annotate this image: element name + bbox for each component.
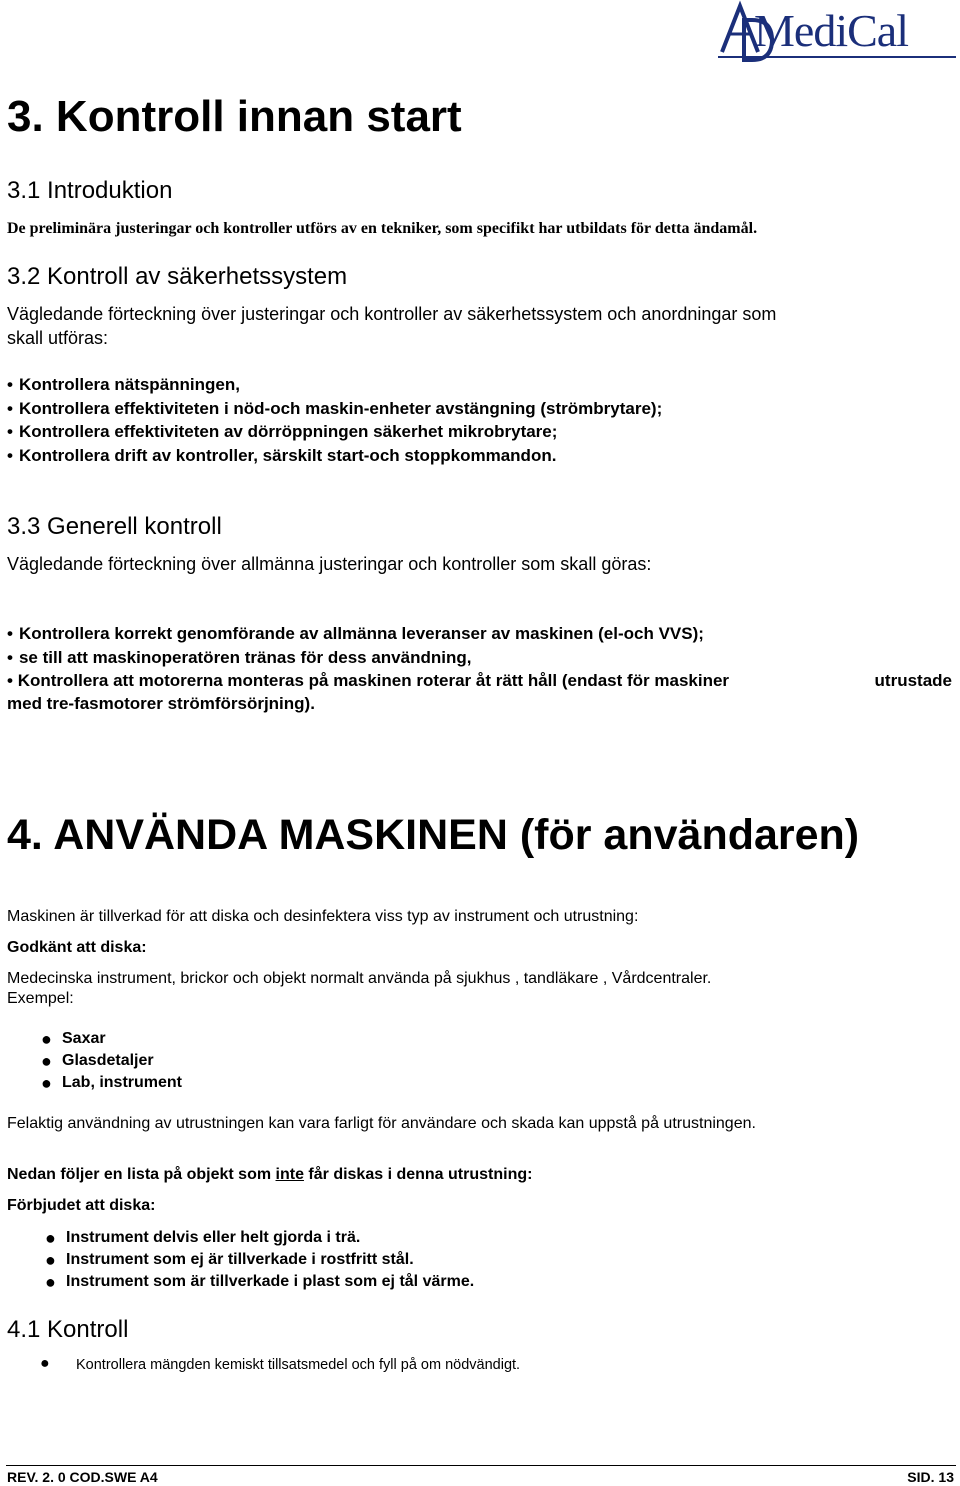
list-item [41,1072,183,1094]
forbidden-heading: Förbjudet att diska: [7,1197,156,1214]
list-item: • Kontrollera drift av kontroller, särskilt start-och stoppkommandon. [7,444,662,468]
bullet-icon: ● [45,1228,56,1248]
list-item: • Kontrollera nätspänningen, [7,373,662,397]
list-item-text: Instrument delvis eller helt gjorda i trä. [66,1229,361,1246]
footer-divider [6,1465,956,1466]
section-3-2-intro-line-2: skall utföras: [7,328,109,348]
section-4-intro: Maskinen är tillverkad för att diska och desinfektera viss typ av instrument och utrustning: [7,908,639,925]
section-3-title: 3. Kontroll innan start [7,92,462,141]
list-item-text: Instrument som är tillverkade i plast som ej tål värme. [66,1273,475,1290]
bullet-icon: ● [41,1073,52,1093]
list-item: • Kontrollera effektiviteten i nöd-och maskin-enheter avstängning (strömbrytare); [7,397,662,421]
list-item [45,1271,475,1293]
list-item-line-1: Kontrollera att motorerna monteras på maskinen roterar åt rätt håll (endast för maskiner [17,671,730,690]
section-3-3-title: 3.3 Generell kontroll [7,513,222,540]
section-4-title: 4. ANVÄNDA MASKINEN (för användaren) [7,811,860,859]
logo-text: MediCal [754,5,908,56]
list-item-text: Kontrollera mängden kemiskt tillsatsmedel och fyll på om nödvändigt. [76,1357,521,1373]
bullet-icon: ● [40,1355,50,1372]
list-item-line-1-end: utrustade [874,671,952,690]
list-item [41,1028,182,1050]
list-item-text: Instrument som ej är tillverkade i rostfritt stål. [66,1251,414,1268]
section-3-3-item-3-line-2: med tre-fasmotorer strömförsörjning). [7,694,315,713]
notlist-heading [7,1165,532,1185]
section-3-2-intro-line-1: Vägledande förteckning över justeringar och kontroller av säkerhetssystem och anordningar som [7,304,777,324]
footer-page-number: SID. 13 [907,1469,954,1485]
logo-underline [718,56,956,58]
section-3-1-title: 3.1 Introduktion [7,177,173,204]
section-4-1-title: 4.1 Kontroll [7,1316,129,1343]
notlist-underline: inte [275,1166,304,1183]
approved-heading: Godkänt att diska: [7,939,147,956]
section-4-1-item [40,1355,521,1374]
notlist-pre: Nedan följer en lista på objekt som [7,1166,276,1183]
approved-text: Medecinska instrument, brickor och objekt normalt använda på sjukhus , tandläkare , Vårdcentraler. [7,970,712,987]
bullet-icon: ● [41,1051,52,1071]
bullet-icon: ● [45,1272,56,1292]
section-3-2-list [7,373,662,467]
example-label: Exempel: [7,990,74,1007]
examples-list [41,1028,183,1094]
section-3-1-text: De preliminära justeringar och kontroller utförs av en tekniker, som specifikt har utbildats för detta ändamål. [7,220,758,237]
list-item [45,1249,474,1271]
forbidden-list [45,1227,475,1293]
list-item: • Kontrollera korrekt genomförande av allmänna leveranser av maskinen (el-och VVS); [7,622,704,646]
list-item: • se till att maskinoperatören tränas för dess användning, [7,646,704,670]
section-3-3-item-3: • Kontrollera att motorerna monteras på maskinen roterar åt rätt håll (endast för maskiner utrustade [7,669,952,693]
notlist-post: får diskas i denna utrustning: [303,1166,533,1183]
footer-revision: REV. 2. 0 COD.SWE A4 [7,1469,158,1485]
warning-text: Felaktig användning av utrustningen kan vara farligt för användare och skada kan uppstå på utrustningen. [7,1115,756,1132]
list-item-text: Lab, instrument [62,1074,183,1091]
list-item-text: Glasdetaljer [62,1052,154,1069]
section-3-3-intro: Vägledande förteckning över allmänna justeringar och kontroller som skall göras: [7,554,652,574]
bullet-icon: ● [41,1029,52,1049]
medical-logo [718,0,958,64]
list-item [45,1227,474,1249]
list-item: • Kontrollera effektiviteten av dörröppningen säkerhet mikrobrytare; [7,420,662,444]
section-3-2-title: 3.2 Kontroll av säkerhetssystem [7,263,348,290]
section-3-3-list [7,622,704,669]
bullet-icon: ● [45,1250,56,1270]
list-item-text: Saxar [62,1030,106,1047]
list-item [41,1050,182,1072]
